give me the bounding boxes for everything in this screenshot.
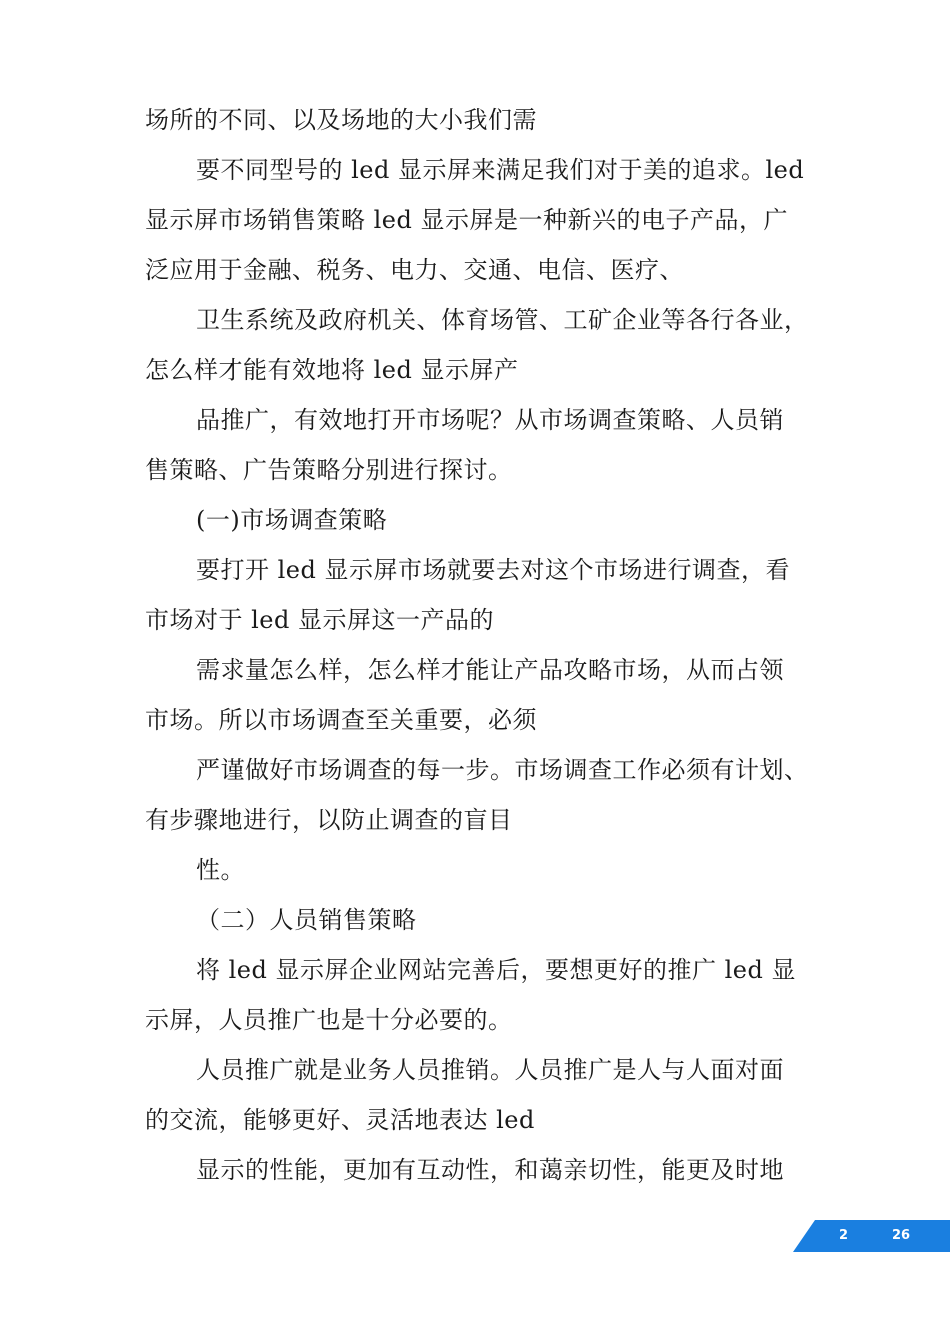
text-line: 市场。所以市场调查至关重要，必须 bbox=[145, 706, 537, 734]
text-line: 卫生系统及政府机关、体育场管、工矿企业等各行各业， bbox=[196, 306, 809, 334]
page-total: 26 bbox=[892, 1228, 911, 1243]
footer-band bbox=[793, 1220, 950, 1252]
page-footer bbox=[793, 1220, 950, 1252]
text-line: 严谨做好市场调查的每一步。市场调查工作必须有计划、 bbox=[196, 756, 809, 784]
text-line: 泛应用于金融、税务、电力、交通、电信、医疗、 bbox=[145, 256, 684, 284]
text-line: 显示的性能，更加有互动性，和蔼亲切性，能更及时地 bbox=[196, 1156, 784, 1184]
text-line: 要不同型号的 led 显示屏来满足我们对于美的追求。led bbox=[196, 156, 805, 184]
page-number: 2 bbox=[839, 1228, 849, 1243]
section-heading: (一)市场调查策略 bbox=[196, 506, 388, 534]
text-line: 品推广，有效地打开市场呢？从市场调查策略、人员销 bbox=[196, 406, 784, 434]
text-line: 性。 bbox=[196, 856, 245, 884]
text-line: 示屏，人员推广也是十分必要的。 bbox=[145, 1006, 513, 1034]
text-line: 场所的不同、以及场地的大小我们需 bbox=[145, 106, 537, 134]
text-line: 将 led 显示屏企业网站完善后，要想更好的推广 led 显 bbox=[196, 956, 796, 984]
text-line: 需求量怎么样，怎么样才能让产品攻略市场，从而占领 bbox=[196, 656, 784, 684]
text-line: 市场对于 led 显示屏这一产品的 bbox=[145, 606, 494, 634]
section-heading: （二）人员销售策略 bbox=[196, 906, 417, 934]
text-line: 有步骤地进行，以防止调查的盲目 bbox=[145, 806, 513, 834]
text-line: 显示屏市场销售策略 led 显示屏是一种新兴的电子产品，广 bbox=[145, 206, 788, 234]
text-line: 售策略、广告策略分别进行探讨。 bbox=[145, 456, 513, 484]
text-line: 要打开 led 显示屏市场就要去对这个市场进行调查，看 bbox=[196, 556, 790, 584]
text-line: 人员推广就是业务人员推销。人员推广是人与人面对面 bbox=[196, 1056, 784, 1084]
text-line: 怎么样才能有效地将 led 显示屏产 bbox=[145, 356, 519, 384]
text-line: 的交流，能够更好、灵活地表达 led bbox=[145, 1106, 535, 1134]
page-body bbox=[145, 95, 815, 1195]
